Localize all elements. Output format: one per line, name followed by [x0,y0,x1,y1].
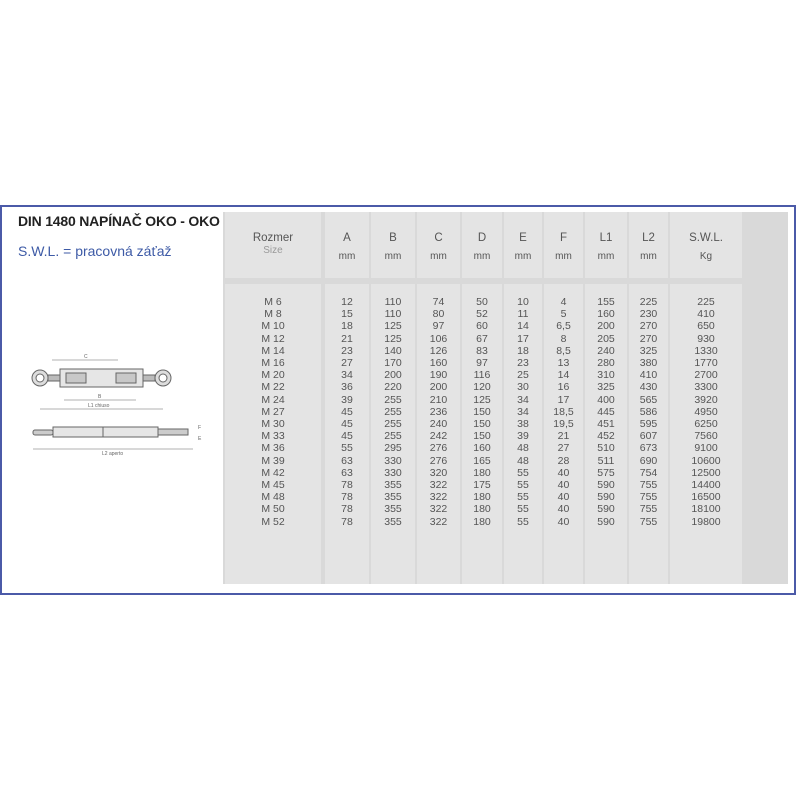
table-cell: 330 [384,454,402,467]
table-cell: 2700 [694,369,718,382]
header-column-label: E [519,232,527,244]
table-cell: 155 [597,296,615,308]
table-cell: 175 [473,479,491,491]
table-cell: 15 [341,308,353,321]
table-cell: 9100 [694,442,718,455]
table-cell: 575 [597,466,615,479]
table-cell: 754 [639,466,658,479]
table-cell: 595 [639,418,658,430]
table-cell: 3300 [694,381,718,394]
table-cell: 110 [384,296,402,308]
table-cell: 8,5 [556,344,571,357]
table-cell: 140 [384,344,402,357]
table-cell: 205 [597,332,615,345]
table-cell: 225 [639,296,658,308]
header-column-label: A [343,232,351,244]
table-cell: 225 [697,296,715,308]
table-cell: 150 [473,418,491,430]
size-cell: M 33 [261,430,285,443]
table-cell: 255 [384,430,402,443]
table-cell: 255 [384,393,402,406]
table-cell: 52 [476,308,488,321]
table-cell: 125 [384,320,402,333]
table-cell: 25 [517,369,529,382]
table-cell: 255 [384,418,402,430]
size-cell: M 20 [261,369,285,382]
table-cell: 34 [517,393,529,406]
table-cell: 180 [473,503,491,516]
header-column [462,212,502,278]
table-cell: 106 [429,332,448,345]
table-cell: 160 [429,357,448,369]
table-cell: 78 [341,491,353,504]
table-cell: 255 [384,405,402,418]
table-cell: 83 [476,344,488,357]
header-column-unit: mm [430,251,447,262]
table-cell: 34 [341,369,353,382]
table-cell: 23 [341,344,353,357]
size-cell: M 27 [261,405,285,418]
table-cell: 63 [341,466,353,479]
table-cell: 55 [517,491,529,504]
table-cell: 45 [341,405,353,418]
dim-b-label: B [98,394,102,400]
table-cell: 445 [597,405,615,418]
header-column-unit: Kg [699,251,713,262]
size-cell: M 8 [264,308,282,321]
table-cell: 276 [429,454,448,467]
table-cell: 150 [473,430,491,443]
table-cell: 200 [597,320,615,333]
size-cell: M 6 [264,296,282,308]
table-cell: 67 [476,332,488,345]
table-cell: 242 [429,430,448,443]
table-cell: 55 [517,466,529,479]
table-cell: 14 [557,369,570,382]
table-cell: 452 [597,430,615,443]
table-cell: 19800 [691,515,721,528]
dim-l1-label: L1 chiuso [88,403,110,409]
table-cell: 180 [473,466,491,479]
table-cell: 690 [639,454,658,467]
table-cell: 30 [517,381,529,394]
specification-table [223,212,788,584]
table-cell: 10600 [691,454,721,467]
table-cell: 40 [557,515,570,528]
table-cell: 930 [697,332,715,345]
table-cell: 451 [597,418,615,430]
size-cell: M 10 [261,320,285,333]
table-cell: 39 [341,393,353,406]
table-cell: 6250 [694,418,718,430]
table-cell: 45 [341,418,353,430]
table-cell: 7560 [694,430,718,443]
header-column [670,212,742,278]
table-cell: 12500 [691,466,721,479]
table-cell: 48 [517,442,529,455]
table-cell: 21 [341,332,353,345]
table-cell: 310 [597,369,615,382]
dim-e-label: E [198,436,202,442]
table-cell: 34 [517,405,529,418]
header-column [585,212,627,278]
table-cell: 8 [560,332,567,345]
table-cell: 78 [341,479,353,491]
table-cell: 4950 [694,405,718,418]
table-cell: 21 [557,430,570,443]
table-cell: 40 [557,479,570,491]
dim-c-label: C [84,354,88,360]
table-cell: 180 [473,491,491,504]
table-cell: 160 [473,442,491,455]
table-cell: 355 [384,491,402,504]
table-cell: 755 [639,503,658,516]
table-cell: 280 [597,357,615,369]
table-cell: 11 [517,308,529,321]
table-cell: 6,5 [556,320,571,333]
table-cell: 55 [517,479,529,491]
header-column-label: L1 [599,232,613,244]
table-cell: 97 [432,320,445,333]
table-cell: 410 [697,308,715,321]
table-cell: 1770 [694,357,718,369]
header-column-unit: mm [473,251,491,262]
table-cell: 5 [560,308,567,321]
header-column [417,212,460,278]
dim-f-label: F [198,425,202,431]
table-cell: 28 [557,454,570,467]
table-cell: 125 [384,332,402,345]
table-cell: 590 [597,479,615,491]
table-cell: 10 [517,296,529,308]
table-cell: 590 [597,491,615,504]
table-cell: 586 [639,405,658,418]
table-cell: 12 [341,296,353,308]
table-cell: 40 [557,466,570,479]
table-cell: 40 [557,503,570,516]
table-cell: 55 [517,515,529,528]
table-cell: 511 [597,454,615,467]
table-cell: 240 [597,344,615,357]
header-column-unit: mm [384,251,402,262]
table-cell: 27 [557,442,570,455]
size-cell: M 16 [261,357,285,369]
table-cell: 325 [639,344,658,357]
table-cell: 755 [639,479,658,491]
table-cell: 322 [429,479,448,491]
table-cell: 50 [476,296,488,308]
table-cell: 210 [429,393,448,406]
table-cell: 19,5 [553,418,574,430]
size-cell: M 50 [261,503,285,516]
header-column-label: L2 [642,232,655,244]
table-cell: 410 [639,369,658,382]
table-cell: 4 [560,296,567,308]
table-cell: 295 [384,442,402,455]
table-cell: 45 [341,430,353,443]
table-cell: 23 [517,357,529,369]
table-cell: 325 [597,381,615,394]
table-cell: 55 [517,503,529,516]
header-rozmer: Rozmer [252,232,294,244]
table-cell: 13 [557,357,570,369]
table-cell: 125 [473,393,491,406]
table-cell: 200 [429,381,448,394]
table-cell: 230 [639,308,658,321]
table-cell: 36 [341,381,353,394]
table-cell: 355 [384,515,402,528]
table-cell: 63 [341,454,353,467]
header-column-unit: mm [640,251,657,262]
header-column-unit: mm [555,251,572,262]
size-cell: M 39 [261,454,285,467]
table-cell: 38 [517,418,529,430]
table-cell: 3920 [694,393,718,406]
header-column [544,212,583,278]
table-cell: 78 [341,515,353,528]
table-cell: 430 [639,381,658,394]
table-cell: 1330 [694,344,718,357]
size-cell: M 24 [261,393,285,406]
size-cell: M 12 [261,332,285,345]
page-title: DIN 1480 NAPÍNAČ OKO - OKO [18,213,220,229]
table-cell: 80 [432,308,445,321]
header-column-unit: mm [514,251,532,262]
table-header [223,212,788,278]
table-cell: 607 [639,430,658,443]
size-cell: M 14 [261,344,285,357]
table-cell: 18100 [691,503,721,516]
table-cell: 755 [639,515,658,528]
table-cell: 150 [473,405,491,418]
header-column-unit: mm [597,251,615,262]
table-cell: 240 [429,418,448,430]
table-cell: 276 [429,442,448,455]
table-body [223,284,788,584]
table-cell: 236 [429,405,448,418]
table-cell: 590 [597,503,615,516]
size-cell: M 30 [261,418,285,430]
size-cell: M 45 [261,479,285,491]
header-column [504,212,542,278]
table-cell: 270 [639,332,658,345]
header-column-unit: mm [338,251,356,262]
header-column [371,212,415,278]
table-cell: 510 [597,442,615,455]
table-cell: 27 [341,357,353,369]
table-cell: 14 [517,320,529,333]
table-cell: 97 [476,357,488,369]
table-cell: 190 [429,369,448,382]
size-cell: M 36 [261,442,285,455]
swl-legend: S.W.L. = pracovná záťaž [18,243,172,259]
size-cell: M 42 [261,466,285,479]
table-cell: 565 [639,393,658,406]
table-cell: 673 [639,442,658,455]
table-cell: 355 [384,503,402,516]
table-cell: 48 [517,454,529,467]
table-cell: 200 [384,369,402,382]
table-cell: 650 [697,320,715,333]
table-cell: 320 [429,466,448,479]
header-column [325,212,369,278]
size-cell: M 22 [261,381,285,394]
table-cell: 60 [476,320,488,333]
header-column [629,212,668,278]
dim-l2-label: L2 aperto [102,451,124,457]
table-cell: 165 [473,454,491,467]
turnbuckle-drawing [28,345,208,465]
table-cell: 400 [597,393,615,406]
table-cell: 78 [341,503,353,516]
table-cell: 330 [384,466,402,479]
table-cell: 755 [639,491,658,504]
table-cell: 180 [473,515,491,528]
table-cell: 14400 [691,479,721,491]
table-cell: 355 [384,479,402,491]
size-cell: M 48 [261,491,285,504]
table-cell: 170 [384,357,402,369]
table-cell: 39 [517,430,529,443]
table-cell: 74 [432,296,445,308]
table-cell: 18 [517,344,529,357]
size-cell: M 52 [261,515,285,528]
table-cell: 120 [473,381,491,394]
header-size: Size [263,245,283,256]
table-cell: 16 [557,381,570,394]
table-cell: 55 [341,442,353,455]
table-cell: 18,5 [553,405,574,418]
table-cell: 322 [429,491,448,504]
header-column-label: F [559,232,568,244]
header-column-label: C [434,232,443,244]
table-cell: 380 [639,357,658,369]
table-cell: 16500 [691,491,721,504]
table-cell: 322 [429,503,448,516]
table-cell: 126 [429,344,448,357]
header-column-label: S.W.L. [689,232,723,244]
table-cell: 40 [557,491,570,504]
table-cell: 270 [639,320,658,333]
header-column-label: D [477,232,487,244]
table-cell: 590 [597,515,615,528]
table-cell: 220 [384,381,402,394]
table-cell: 17 [557,393,570,406]
table-cell: 116 [473,369,491,382]
header-column-label: B [389,232,397,244]
table-cell: 160 [597,308,615,321]
table-cell: 322 [429,515,448,528]
table-cell: 18 [341,320,353,333]
table-cell: 17 [517,332,529,345]
table-cell: 110 [384,308,402,321]
